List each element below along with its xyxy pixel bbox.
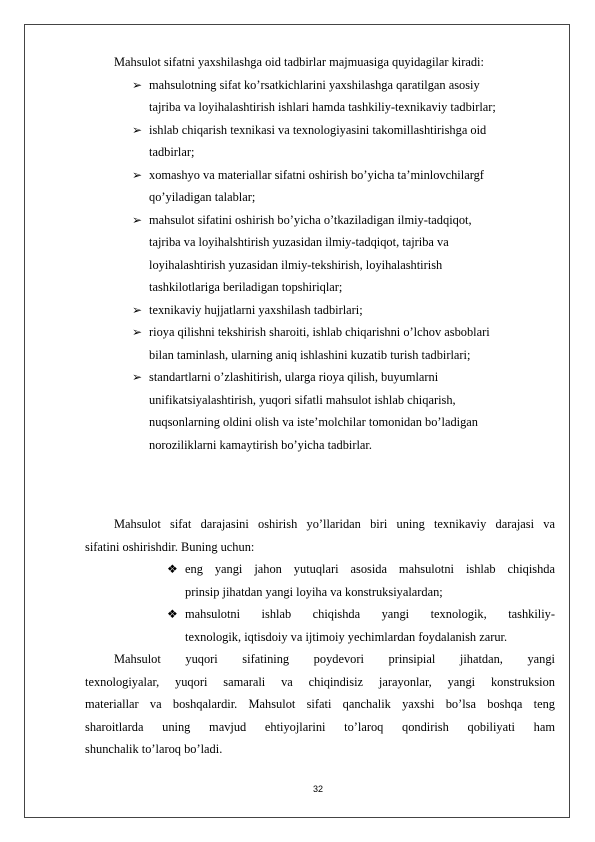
list-item-text: qo’yiladigan talablar; xyxy=(149,190,256,204)
list-item-text: noroziliklarni kamaytirish bo’yicha tadbirlar. xyxy=(149,437,372,452)
paragraph-text: texnologiyalar, yuqori samarali va chiqindisiz jarayonlar, yangi konstruksion xyxy=(85,674,555,689)
page-number: 32 xyxy=(313,784,324,794)
paragraph-text: sifatini oshirishdir. Buning uchun: xyxy=(85,539,255,554)
list-item-text: tadbirlar; xyxy=(149,145,195,159)
arrow-bullet-icon: ➢ xyxy=(132,325,143,339)
list-item-text: tashkilotlariga beriladigan topshiriqlar; xyxy=(149,280,343,294)
arrow-bullet-icon: ➢ xyxy=(132,302,143,317)
arrow-bullet-icon: ➢ xyxy=(132,77,143,92)
list-item-text: unifikatsiyalashtirish, yuqori sifatli mahsulot ishlab chiqarish, xyxy=(149,392,456,407)
diamond-bullet-icon: ❖ xyxy=(167,562,178,576)
list-item-text: mahsulotning sifat ko’rsatkichlarini yaxshilashga qaratilgan asosiy xyxy=(149,77,480,92)
list-item-text: xomashyo va materiallar sifatni oshirish bo’yicha ta’minlovchilargf xyxy=(149,167,484,182)
list-item-text: nuqsonlarning oldini olish va iste’molchilar tomonidan bo’ladigan xyxy=(149,415,478,429)
paragraph-text: sharoitlarda uning mavjud ehtiyojlarini to’laroq qondirish qobiliyati ham xyxy=(85,719,555,734)
arrow-bullet-icon: ➢ xyxy=(132,212,143,227)
list-item-text: tajriba va loyihalshtirish yuzasidan ilmiy-tadqiqot, tajriba va xyxy=(149,235,449,249)
paragraph-text: materiallar va boshqalardir. Mahsulot sifati qanchalik yaxshi bo’lsa boshqa teng xyxy=(85,697,555,711)
intro-text: Mahsulot sifatni yaxshilashga oid tadbirlar majmuasiga quyidagilar kiradi: xyxy=(114,55,484,69)
list-item-text: loyihalashtirish yuzasidan ilmiy-tekshirish, loyihalashtirish xyxy=(149,257,443,272)
paragraph-text: Mahsulot sifat darajasini oshirish yo’llaridan biri uning texnikaviy darajasi va xyxy=(114,517,555,531)
arrow-bullet-icon: ➢ xyxy=(132,122,143,137)
list-item-text: standartlarni o’zlashitirish, ularga rioya qilish, buyumlarni xyxy=(149,370,439,384)
paragraph-text: Mahsulot yuqori sifatining poydevori prinsipial jihatdan, yangi xyxy=(114,652,555,666)
list-item-text: prinsip jihatdan yangi loyiha va konstruksiyalardan; xyxy=(185,584,443,599)
arrow-bullet-icon: ➢ xyxy=(132,167,143,182)
list-item-text: bilan taminlash, ularning aniq ishlashini kuzatib turish tadbirlari; xyxy=(149,347,471,362)
list-item-text: eng yangi jahon yutuqlari asosida mahsulotni ishlab chiqishda xyxy=(185,562,555,576)
list-item-text: ishlab chiqarish texnikasi va texnologiyasini takomillashtirishga oid xyxy=(149,122,487,137)
list-item-text: rioya qilishni tekshirish sharoiti, ishlab chiqarishni o’lchov asboblari xyxy=(149,325,490,339)
list-item-text: tajriba va loyihalashtirish ishlari hamda tashkiliy-texnikaviy tadbirlar; xyxy=(149,100,496,114)
list-item-text: mahsulotni ishlab chiqishda yangi texnologik, tashkiliy- xyxy=(185,607,555,621)
list-item-text: texnikaviy hujjatlarni yaxshilash tadbirlari; xyxy=(149,302,363,317)
arrow-bullet-icon: ➢ xyxy=(132,370,143,384)
diamond-bullet-icon: ❖ xyxy=(167,607,178,621)
list-item-text: mahsulot sifatini oshirish bo’yicha o’tkaziladigan ilmiy-tadqiqot, xyxy=(149,212,472,227)
list-item-text: texnologik, iqtisdoiy va ijtimoiy yechimlardan foydalanish zarur. xyxy=(185,629,508,644)
paragraph-text: shunchalik to’laroq bo’ladi. xyxy=(85,742,223,756)
